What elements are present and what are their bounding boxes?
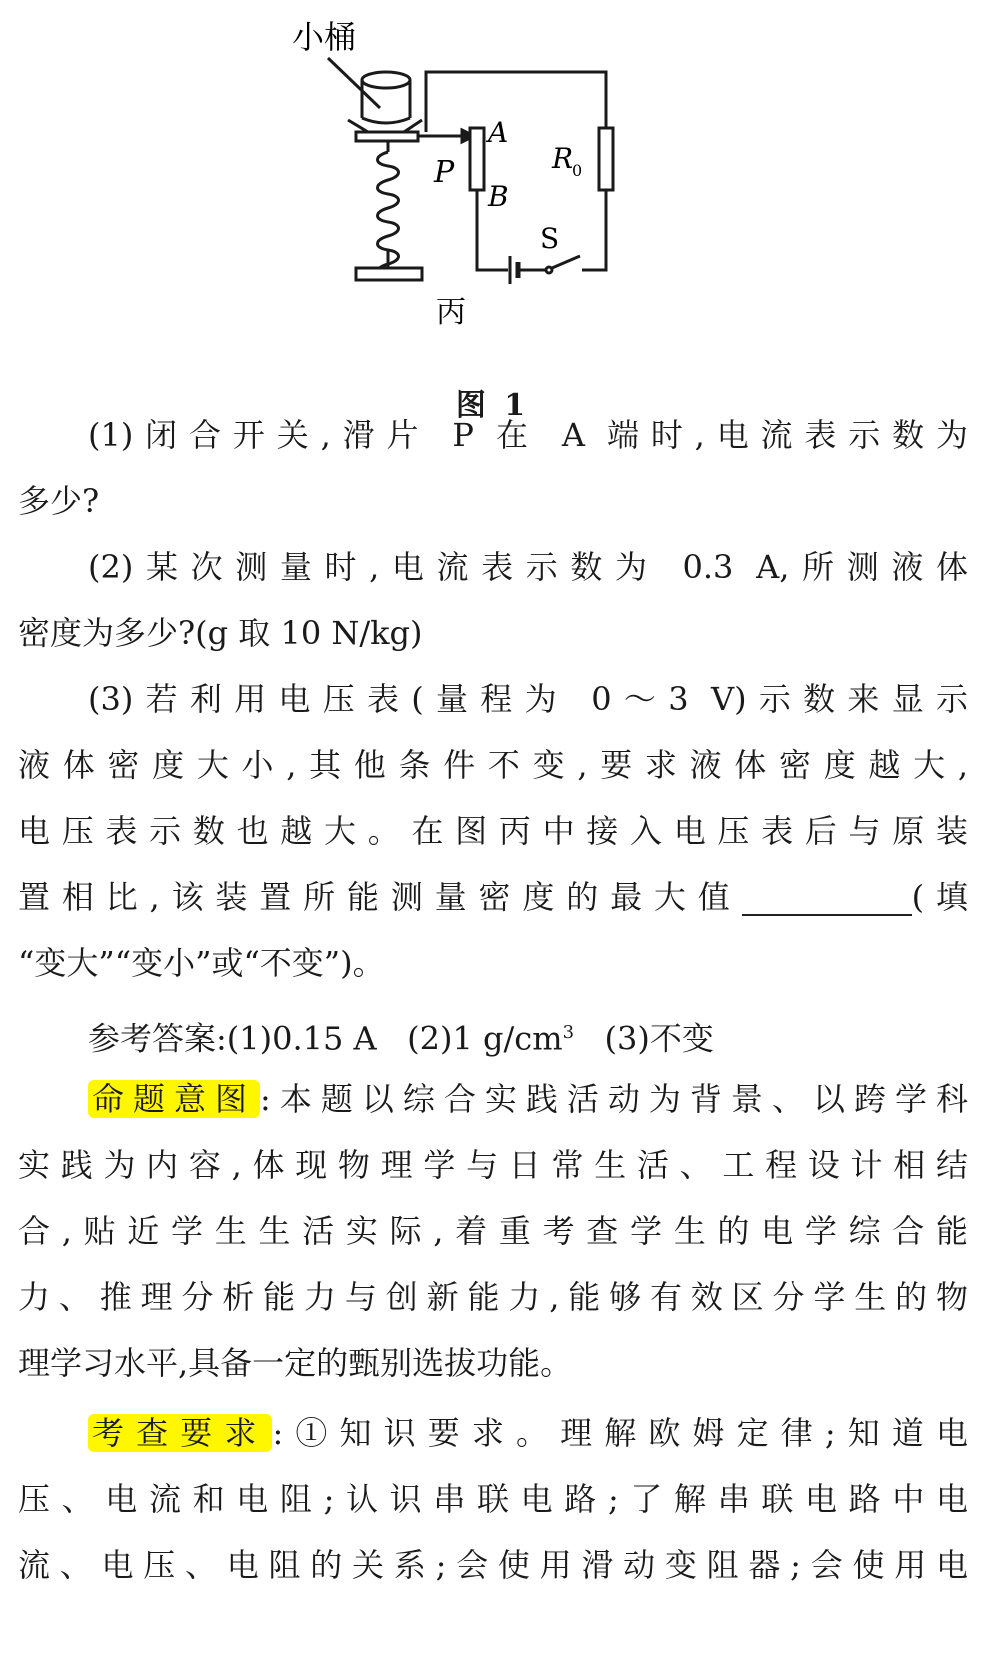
intent-line1 (18, 1066, 968, 1132)
label-sub-figure: 丙 (436, 295, 466, 330)
q3-line4-tail: (填 (911, 878, 968, 916)
spring-base (356, 268, 422, 280)
intent-line3: 合,贴近学生生活实际,着重考查学生的电学综合能 (18, 1212, 968, 1250)
q2-line1: (2)某次测量时,电流表示数为 0.3 A,所测液体 (88, 548, 968, 586)
q3-line2: 液体密度大小,其他条件不变,要求液体密度越大, (18, 746, 968, 784)
q1-line1: (1)闭合开关,滑片 P 在 A 端时,电流表示数为 (88, 416, 968, 454)
spring (378, 141, 399, 278)
bucket-pointer-line (328, 58, 380, 108)
q1-line2: 多少? (18, 482, 100, 520)
intent-line1-text: :本题以综合实践活动为背景、以跨学科 (260, 1080, 968, 1118)
reference-answer (18, 1000, 968, 1066)
figure-caption: 图 1 (455, 388, 530, 423)
intent-tag: 命题意图 (88, 1080, 260, 1118)
q3-line3: 电压表示数也越大。在图丙中接入电压表后与原装 (18, 812, 968, 850)
circuit-diagram (0, 0, 985, 430)
label-r0: R (552, 142, 574, 175)
q3-line1: (3)若利用电压表(量程为 0～3 V)示数来显示 (88, 680, 968, 718)
answer-prefix: 参考答案:(1)0.15 A (2)1 g/cm (88, 1019, 563, 1058)
requirements-line3: 流、电压、电阻的关系;会使用滑动变阻器;会使用电 (18, 1546, 968, 1584)
label-b: B (488, 180, 509, 213)
label-bucket: 小桶 (292, 18, 357, 56)
answer-superscript: 3 (562, 1022, 575, 1043)
q3-line4-text: 置相比,该装置所能测量密度的最大值 (18, 878, 742, 916)
q3-line5: “变大”“变小”或“不变”)。 (18, 944, 385, 982)
intent-line2: 实践为内容,体现物理学与日常生活、工程设计相结 (18, 1146, 968, 1184)
requirements-line1 (18, 1400, 968, 1466)
q3-line4 (18, 864, 968, 930)
label-p: P (434, 155, 455, 190)
requirements-line2: 压、电流和电阻;认识串联电路;了解串联电路中电 (18, 1480, 968, 1518)
label-r0-subscript: 0 (572, 161, 583, 180)
right-bottom-wire (582, 190, 606, 270)
top-wire (426, 72, 606, 132)
switch-blade (552, 256, 580, 268)
answer-suffix: (3)不变 (574, 1019, 714, 1058)
label-a: A (488, 116, 509, 149)
rheostat-resistor (470, 128, 484, 190)
switch-contact (546, 267, 552, 273)
intent-line4: 力、推理分析能力与创新能力,能够有效区分学生的物 (18, 1278, 968, 1316)
intent-line5: 理学习水平,具备一定的甄别选拔功能。 (18, 1344, 573, 1382)
requirements-tag: 考查要求 (88, 1414, 272, 1452)
requirements-line1-text: :①知识要求。理解欧姆定律;知道电 (272, 1414, 968, 1452)
label-s: S (540, 222, 560, 255)
r0-resistor (599, 128, 613, 190)
body-text (18, 402, 968, 1598)
q2-line2: 密度为多少?(g 取 10 N/kg) (18, 614, 423, 652)
answer-blank (742, 874, 912, 916)
